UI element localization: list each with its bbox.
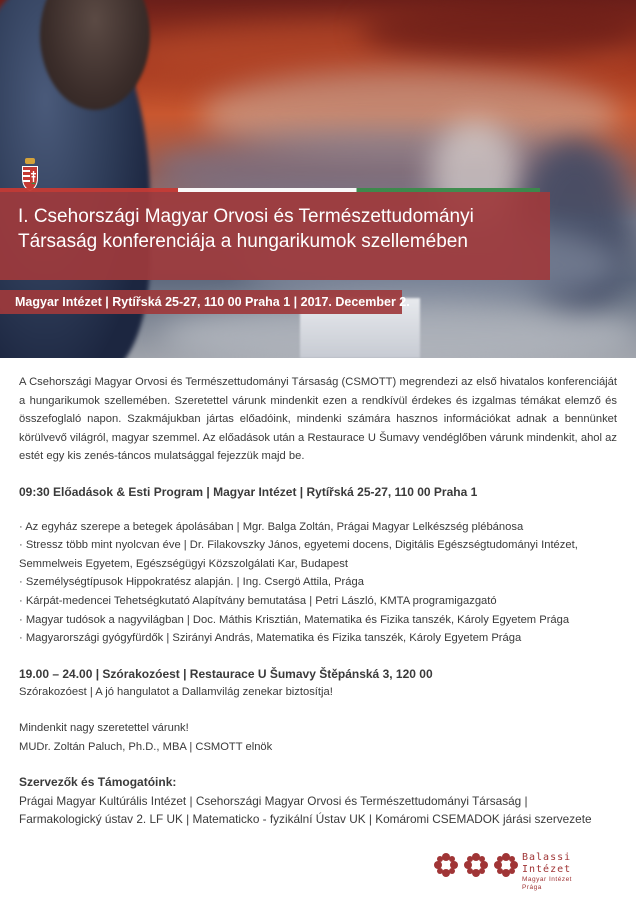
organizers-heading: Szervezők és Támogatóink: xyxy=(19,775,177,790)
organizers-line-1: Prágai Magyar Kultúrális Intézet | Csehországi Magyar Orvosi és Természettudományi Társaság | xyxy=(19,793,528,808)
evening-text: Szórakozóest | A jó hangulatot a Dallamvilág zenekar biztosítja! xyxy=(19,686,333,699)
logo-sub-2: Prága xyxy=(522,884,542,891)
schedule-heading: 09:30 Előadások & Esti Program | Magyar Intézet | Rytířská 25-27, 110 00 Praha 1 xyxy=(19,484,478,499)
closing-greeting: Mindenkit nagy szeretettel várunk! xyxy=(19,721,189,734)
list-item: · Magyar tudósok a nagyvilágban | Doc. Máthis Krisztián, Matematika és Fizika tanszék, Károly Egyetem Prága xyxy=(19,613,570,626)
talk-list xyxy=(19,518,617,648)
list-item: · Az egyház szerepe a betegek ápolásában | Mgr. Balga Zoltán, Prágai Magyar Lelkészség plébánosa xyxy=(19,520,524,533)
balassi-flower-logo-icon xyxy=(432,850,520,880)
list-item: · Kárpát-medencei Tehetségkutató Alapítvány bemutatása | Petri László, KMTA programigazgató xyxy=(19,594,497,607)
organizers-line-2: Farmakologický ústav 2. LF UK | Matematicko - fyzikální Ústav UK | Komáromi CSEMADOK járási szervezete xyxy=(19,812,592,827)
logo-text xyxy=(522,852,622,892)
main-content xyxy=(19,373,617,829)
evening-heading: 19.00 – 24.00 | Szórakozóest | Restaurace U Šumavy Štěpánská 3, 120 00 xyxy=(19,666,433,681)
intro-paragraph: A Csehországi Magyar Orvosi és Természettudományi Társaság (CSMOTT) megrendezi az első hivatalos konferenciáját a hungarikumok szellemében. Szeretettel várunk mindenkit ezen a rendkívül érdekes és izgalmas témákat elemző és összefoglaló napon. Szakmájukban jártas előadóink, mindenki számára hasznos információkat adnak a bennünket körülvevő világról, magyar szemmel. Az előadások után a Restaurace U Šumavy vendéglőben várunk mindenkit, ahol az estét egy kis zenés-táncos mulatsággal fejezzük majd be. xyxy=(19,376,617,463)
hungarian-crest-icon xyxy=(20,158,40,192)
venue-line: Magyar Intézet | Rytířská 25-27, 110 00 Praha 1 | 2017. December 2. xyxy=(15,295,410,309)
list-item: · Személységtípusok Hippokratész alapján. | Ing. Csergö Attila, Prága xyxy=(19,576,364,589)
logo-sub-1: Magyar Intézet xyxy=(522,876,572,883)
list-item: · Magyarországi gyógyfürdők | Szirányi András, Matematika és Fizika tanszék, Károly Egyetem Prága xyxy=(19,632,522,645)
list-item: · Stressz több mint nyolcvan éve | Dr. Filakovszky János, egyetemi docens, Digitális Egészségtudományi Intézet, Semmelweis Egyetem, Egészségügyi Közszolgálati Kar, Budapest xyxy=(19,539,578,570)
logo-name: Balassi Intézet xyxy=(522,852,572,875)
closing-signature: MUDr. Zoltán Paluch, Ph.D., MBA | CSMOTT elnök xyxy=(19,740,273,753)
page-title: I. Csehországi Magyar Orvosi és Természettudományi Társaság konferenciája a hungarikumok szellemében xyxy=(18,206,474,252)
balassi-logo xyxy=(432,848,622,891)
